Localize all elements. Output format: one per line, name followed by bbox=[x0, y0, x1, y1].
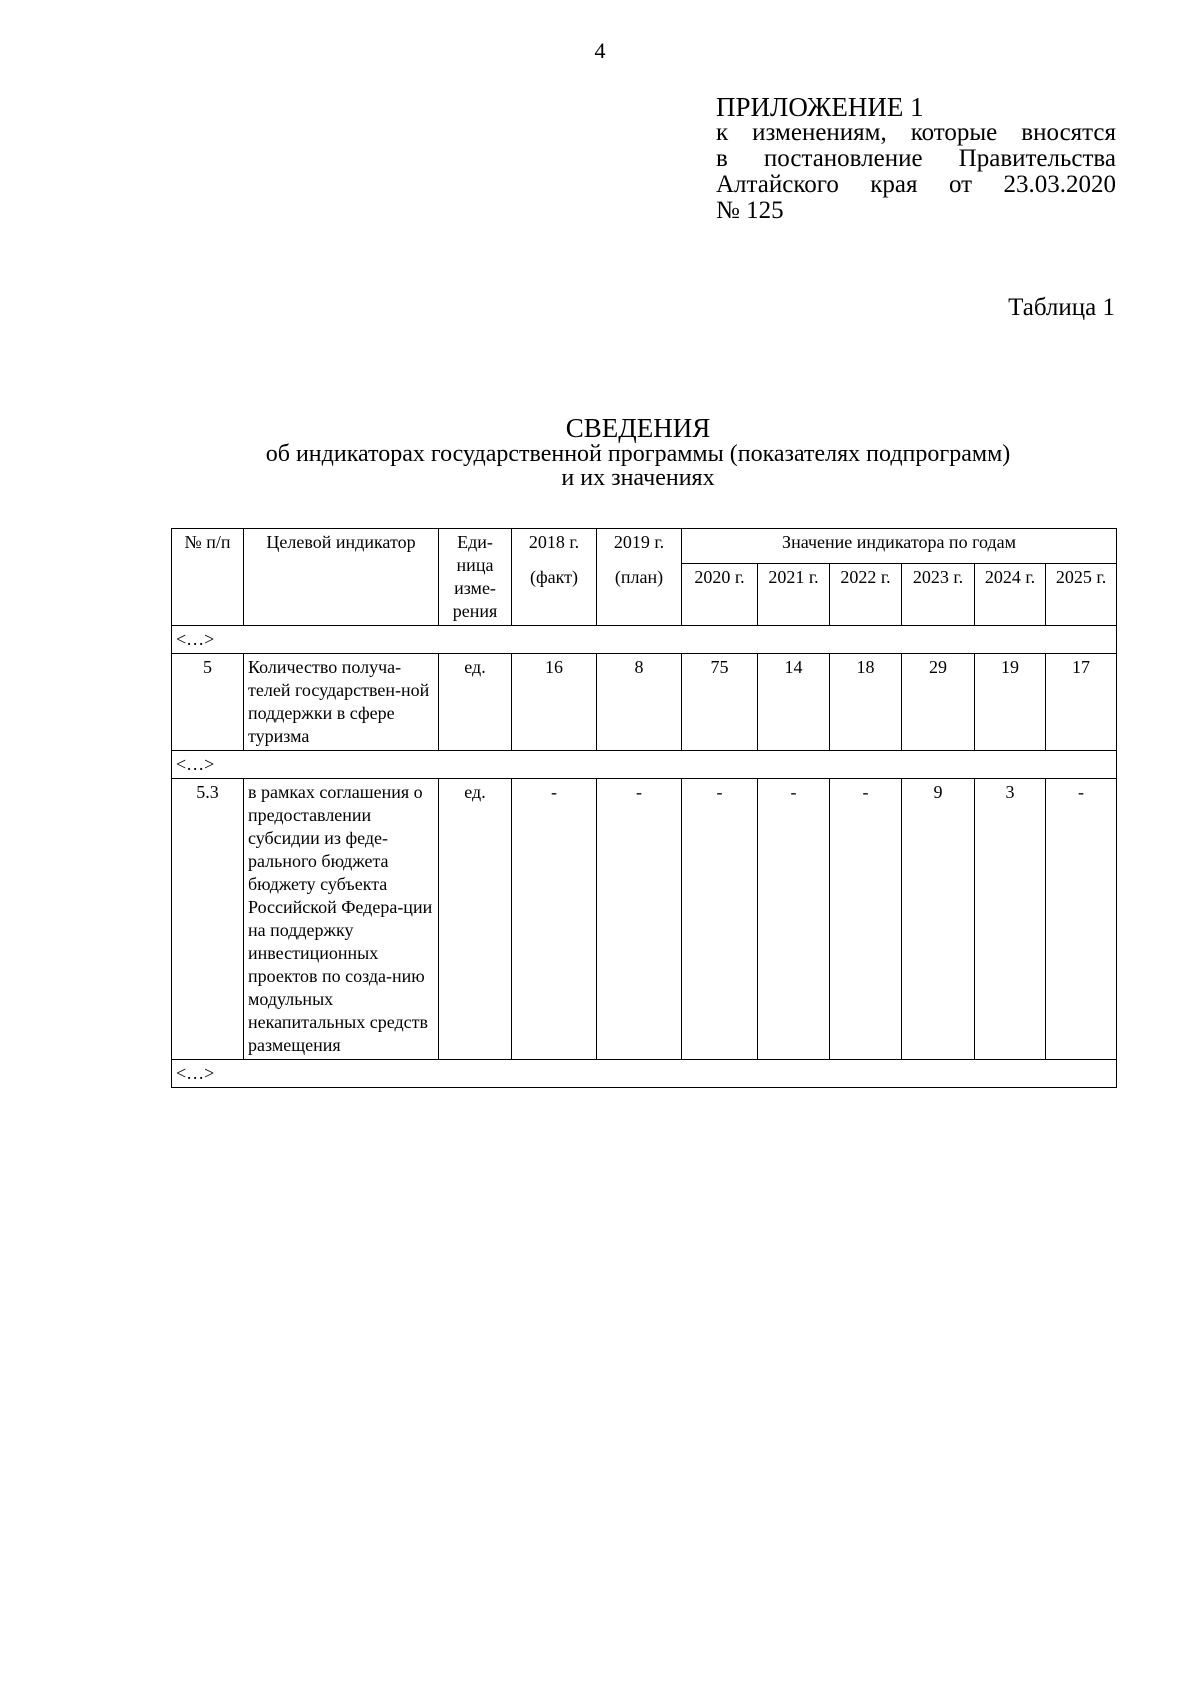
row-num: 5.3 bbox=[172, 779, 244, 1060]
header-year: 2023 г. bbox=[902, 564, 975, 626]
header-year: 2020 г. bbox=[682, 564, 758, 626]
row-value: - bbox=[597, 779, 682, 1060]
title-subtitle: и их значениях bbox=[561, 465, 715, 491]
document-title bbox=[150, 414, 1126, 490]
ellipsis-row bbox=[172, 1060, 1117, 1088]
row-value: 19 bbox=[975, 654, 1046, 751]
row-value: 3 bbox=[975, 779, 1046, 1060]
row-value: - bbox=[512, 779, 597, 1060]
row-value: 8 bbox=[597, 654, 682, 751]
row-value: 29 bbox=[902, 654, 975, 751]
header-num: № п/п bbox=[172, 529, 244, 626]
header-year: 2025 г. bbox=[1046, 564, 1117, 626]
header-unit bbox=[439, 529, 512, 626]
header-2018: 2018 г. bbox=[512, 529, 597, 564]
header-year: 2021 г. bbox=[758, 564, 830, 626]
header-year: 2022 г. bbox=[830, 564, 902, 626]
header-2019: 2019 г. bbox=[597, 529, 682, 564]
title-subtitle: об индикаторах государственной программы (показателях подпрограмм) bbox=[265, 441, 1011, 467]
annex-line: № 125 bbox=[716, 197, 784, 224]
row-indicator: Количество получа-телей государствен-ной поддержки в сфере туризма bbox=[244, 654, 439, 751]
ellipsis-cell: <…> bbox=[172, 1060, 1117, 1088]
ellipsis-cell: <…> bbox=[172, 626, 1117, 654]
table-label: Таблица 1 bbox=[1008, 294, 1115, 321]
table-header-row bbox=[172, 529, 1117, 564]
row-unit: ед. bbox=[439, 654, 512, 751]
header-group: Значение индикатора по годам bbox=[682, 529, 1117, 564]
ellipsis-cell: <…> bbox=[172, 751, 1117, 779]
ellipsis-row bbox=[172, 626, 1117, 654]
page-number: 4 bbox=[594, 38, 606, 63]
header-indicator: Целевой индикатор bbox=[244, 529, 439, 626]
row-value: - bbox=[682, 779, 758, 1060]
row-value: - bbox=[830, 779, 902, 1060]
row-value: 75 bbox=[682, 654, 758, 751]
header-2019-note: (план) bbox=[597, 564, 682, 626]
header-unit-text: Еди-ница изме-рения bbox=[452, 532, 498, 621]
header-year: 2024 г. bbox=[975, 564, 1046, 626]
indicators-table bbox=[171, 528, 1117, 1088]
table-row bbox=[172, 654, 1117, 751]
annex-block bbox=[716, 94, 1116, 224]
table-row bbox=[172, 779, 1117, 1060]
row-value: 14 bbox=[758, 654, 830, 751]
row-value: 17 bbox=[1046, 654, 1117, 751]
row-value: 18 bbox=[830, 654, 902, 751]
annex-title: ПРИЛОЖЕНИЕ 1 bbox=[716, 92, 924, 122]
ellipsis-row bbox=[172, 751, 1117, 779]
header-2018-note: (факт) bbox=[512, 564, 597, 626]
annex-line: Алтайского края от 23.03.2020 bbox=[716, 171, 1116, 198]
row-value: 16 bbox=[512, 654, 597, 751]
row-value: 9 bbox=[902, 779, 975, 1060]
annex-line: в постановление Правительства bbox=[716, 145, 1116, 172]
title-main: СВЕДЕНИЯ bbox=[565, 413, 711, 443]
row-unit: ед. bbox=[439, 779, 512, 1060]
row-indicator: в рамках соглашения о предоставлении субсидии из феде-рального бюджета бюджету субъекта Российской Федера-ции на поддержку инвестиционных проектов по созда-нию модульных некапитальных средств размещения bbox=[244, 779, 439, 1060]
annex-line: к изменениям, которые вносятся bbox=[716, 119, 1116, 146]
row-value: - bbox=[1046, 779, 1117, 1060]
row-value: - bbox=[758, 779, 830, 1060]
row-num: 5 bbox=[172, 654, 244, 751]
